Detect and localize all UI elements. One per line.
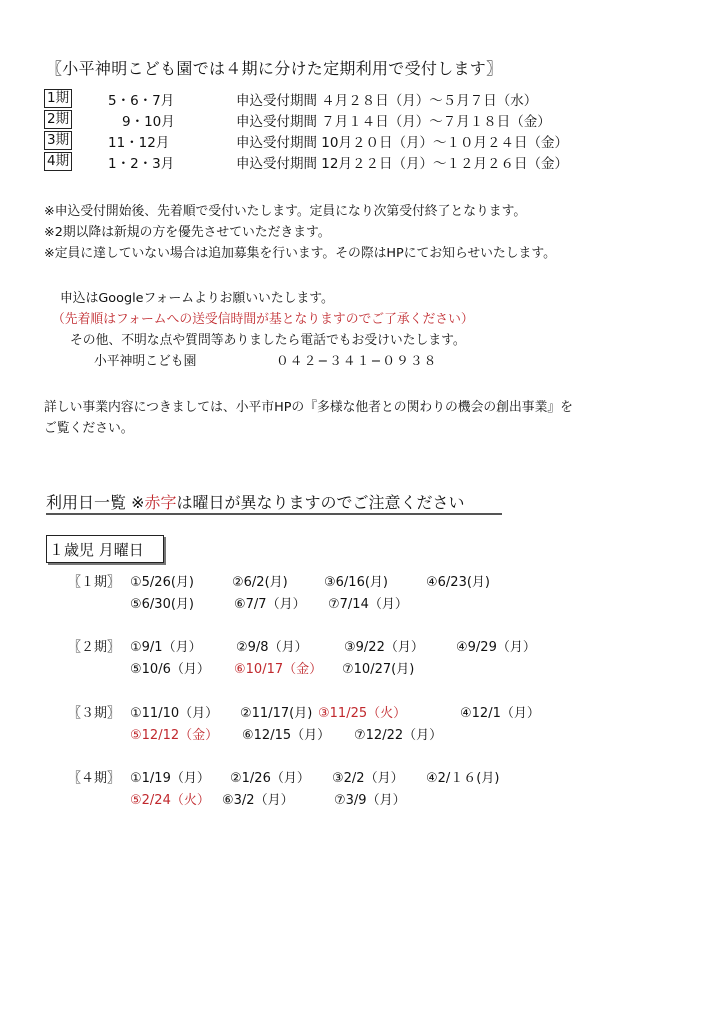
schedule-date: ③2/2（月） bbox=[332, 771, 404, 786]
period-1-label: 1期 bbox=[44, 89, 72, 108]
heading-underline bbox=[46, 513, 502, 515]
apply-red-note: （先着順はフォームへの送受信時間が基となりますのでご了承ください） bbox=[52, 312, 474, 327]
schedule-date: ⑥12/15（月） bbox=[242, 728, 331, 743]
schedule-date: ⑦3/9（月） bbox=[334, 793, 406, 808]
schedule-period-label: 〖２期〗 bbox=[68, 640, 121, 655]
schedule-period-label: 〖１期〗 bbox=[68, 575, 121, 590]
details-line-1: 詳しい事業内容につきましては、小平市HPの『多様な他者との関わりの機会の創出事業』を bbox=[44, 400, 573, 415]
schedule-date: ③6/16(月) bbox=[324, 575, 388, 590]
period-2-apply: 申込受付期間 ７月１４日（月）〜７月１８日（金） bbox=[236, 114, 551, 130]
schedule-date: ①9/1（月） bbox=[130, 640, 202, 655]
details-line-2: ご覧ください。 bbox=[44, 421, 134, 436]
age-label-box: １歳児 月曜日 bbox=[46, 535, 164, 563]
schedule-date: ②6/2(月) bbox=[232, 575, 288, 590]
schedule-date: ⑥7/7（月） bbox=[234, 597, 306, 612]
period-4-months: 1・2・3月 bbox=[108, 156, 175, 172]
schedule-date: ⑥3/2（月） bbox=[222, 793, 294, 808]
schedule-date: ①5/26(月) bbox=[130, 575, 194, 590]
schedule-date: ⑦12/22（月） bbox=[354, 728, 443, 743]
schedule-date: ②9/8（月） bbox=[236, 640, 308, 655]
schedule-date: ⑤10/6（月） bbox=[130, 662, 210, 677]
schedule-date: ②1/26（月） bbox=[230, 771, 310, 786]
note-1: ※申込受付開始後、先着順で受付いたします。定員になり次第受付終了となります。 bbox=[44, 204, 527, 219]
page-title: 〖小平神明こども園では４期に分けた定期利用で受付します〗 bbox=[46, 59, 503, 78]
schedule-period-label: 〖３期〗 bbox=[68, 706, 121, 721]
schedule-date: ①1/19（月） bbox=[130, 771, 210, 786]
schedule-period-label: 〖４期〗 bbox=[68, 771, 121, 786]
period-2-months: 9・10月 bbox=[122, 114, 175, 130]
schedule-date: ⑤2/24（火） bbox=[130, 793, 210, 808]
schedule-date: ①11/10（月） bbox=[130, 706, 219, 721]
schedule-date: ④12/1（月） bbox=[460, 706, 540, 721]
schedule-date: ③9/22（月） bbox=[344, 640, 424, 655]
schedule-date: ⑤6/30(月) bbox=[130, 597, 194, 612]
schedule-date: ⑤12/12（金） bbox=[130, 728, 219, 743]
schedule-date: ④2/１６(月) bbox=[426, 771, 500, 786]
period-1-months: 5・6・7月 bbox=[108, 93, 175, 109]
note-2: ※2期以降は新規の方を優先させていただきます。 bbox=[44, 225, 331, 240]
schedule-date: ③11/25（火） bbox=[318, 706, 407, 721]
period-3-label: 3期 bbox=[44, 131, 72, 150]
schedule-heading: 利用日一覧 ※赤字は曜日が異なりますのでご注意ください bbox=[46, 493, 465, 512]
period-4-label: 4期 bbox=[44, 152, 72, 171]
period-3-months: 11・12月 bbox=[108, 135, 170, 151]
period-3-apply: 申込受付期間 10月２０日（月）〜１０月２４日（金） bbox=[236, 135, 568, 151]
schedule-date: ⑥10/17（金） bbox=[234, 662, 323, 677]
period-4-apply: 申込受付期間 12月２２日（月）〜１２月２６日（金） bbox=[236, 156, 568, 172]
phone-number: ０４２−３４１−０９３８ bbox=[276, 354, 438, 369]
contact-text: その他、不明な点や質問等ありましたら電話でもお受けいたします。 bbox=[70, 333, 466, 348]
schedule-date: ⑦10/27(月) bbox=[342, 662, 415, 677]
period-1-apply: 申込受付期間 ４月２８日（月）〜５月７日（水） bbox=[236, 93, 538, 109]
schedule-date: ②11/17(月) bbox=[240, 706, 313, 721]
period-2-label: 2期 bbox=[44, 110, 72, 129]
schedule-date: ④9/29（月） bbox=[456, 640, 536, 655]
schedule-date: ⑦7/14（月） bbox=[328, 597, 408, 612]
apply-via-text: 申込はGoogleフォームよりお願いいたします。 bbox=[60, 291, 334, 306]
org-name: 小平神明こども園 bbox=[94, 354, 197, 369]
note-3: ※定員に達していない場合は追加募集を行います。その際はHPにてお知らせいたします。 bbox=[44, 246, 556, 261]
schedule-date: ④6/23(月) bbox=[426, 575, 490, 590]
